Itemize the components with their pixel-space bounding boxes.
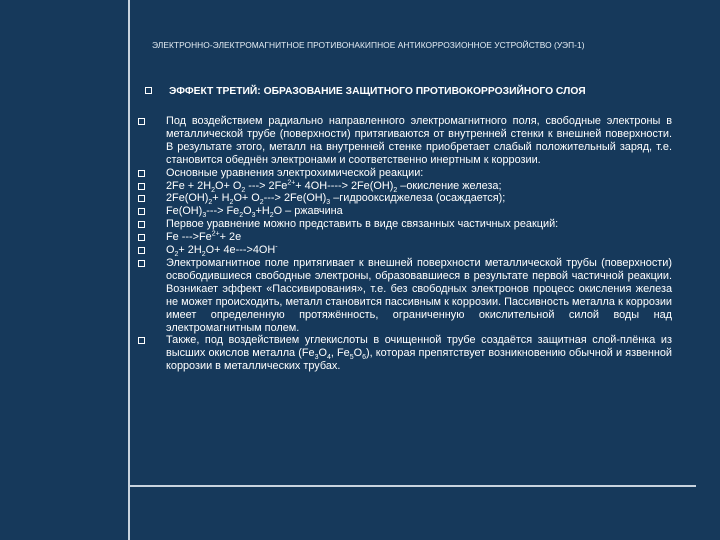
bullet-list [138, 115, 672, 373]
square-bullet-icon [138, 183, 145, 190]
paragraph-partial-reactions: Первое уравнение можно представить в виде связанных частичных реакций: [166, 218, 559, 231]
list-item [138, 218, 672, 231]
square-bullet-icon [145, 87, 152, 94]
list-item [138, 231, 672, 244]
equation-iron-oxidation: $2Fe + 2H_2O+ O_2$ ---> $2Fe^{2+}+ 4OH----> 2Fe(OH)_2$ –окисление железа; [166, 178, 502, 194]
list-item [138, 205, 672, 218]
equation-hydroxide: $2Fe(OH)_2+ H_2O+ O_2---> 2Fe(OH)_3$ –гидрооксиджелеза (осаждается); [166, 192, 506, 207]
list-item [138, 334, 672, 373]
list-item [138, 167, 672, 180]
square-bullet-icon [138, 208, 145, 215]
paragraph-main-equations: Основные уравнения электрохимической реакции: [166, 166, 424, 179]
slide-header: ЭЛЕКТРОННО-ЭЛЕКТРОМАГНИТНОЕ ПРОТИВОНАКИПНОЕ АНТИКОРРОЗИОННОЕ УСТРОЙСТВО (УЭП-1) [152, 40, 585, 50]
square-bullet-icon [138, 234, 145, 241]
square-bullet-icon [138, 170, 145, 177]
paragraph-protective-film: Также, под воздействием углекислоты в очищенной трубе создаётся защитная слой-плёнка из высших окислов металла ($Fe_3O_4$, $Fe_5O_6$), которая препятствует возникновению обычной и язвенной коррозии в металлических трубах. [166, 334, 672, 373]
equation-iron-ionization: Fe $--->Fe^{2+}+ 2e$ [166, 230, 242, 244]
list-item [138, 192, 672, 205]
square-bullet-icon [138, 247, 145, 254]
left-vertical-rule [128, 0, 130, 540]
list-item [138, 257, 672, 334]
equation-rust: $Fe(OH)_3---> Fe_2O_3+H_2O$ – ржавчина [166, 205, 343, 220]
square-bullet-icon [138, 118, 145, 125]
square-bullet-icon [138, 221, 145, 228]
bottom-horizontal-rule [128, 485, 696, 487]
list-item [138, 244, 672, 257]
slide-title-row [145, 86, 705, 97]
paragraph-field-attraction: Под воздействием радиально направленного электромагнитного поля, свободные электроны в металлической трубе (поверхности) притягиваются от внутренней стенки к внешней поверхности. В результате этого, металл на внутренней стенке приобретает слабый положительный заряд, т.е. становится обеднён электронами и соответственно инертным к коррозии. [166, 115, 672, 166]
list-item [138, 115, 672, 167]
square-bullet-icon [138, 195, 145, 202]
square-bullet-icon [138, 260, 145, 267]
slide-title: ЭФФЕКТ ТРЕТИЙ: ОБРАЗОВАНИЕ ЗАЩИТНОГО ПРОТИВОКОРРОЗИЙНОГО СЛОЯ [169, 86, 586, 97]
equation-oxygen-reduction: $O_2+ 2H_2O+ 4e--->4OH^-$ [166, 243, 278, 259]
square-bullet-icon [138, 337, 145, 344]
paragraph-passivation: Электромагнитное поле притягивает к внешней поверхности металлической трубы (поверхности) освободившиеся свободные электроны, образовавшиеся в результате первой частичной реакции. Возникает эффект «Пассивирования», т.е. без свободных электронов процесс окисления железа не может происходить, металл становится пассивным к коррозии. Пассивность металла к коррозии имеет определенную протяжённость, ограниченную окислительной силой воды над электромагнитным полем. [166, 256, 672, 334]
list-item [138, 180, 672, 193]
